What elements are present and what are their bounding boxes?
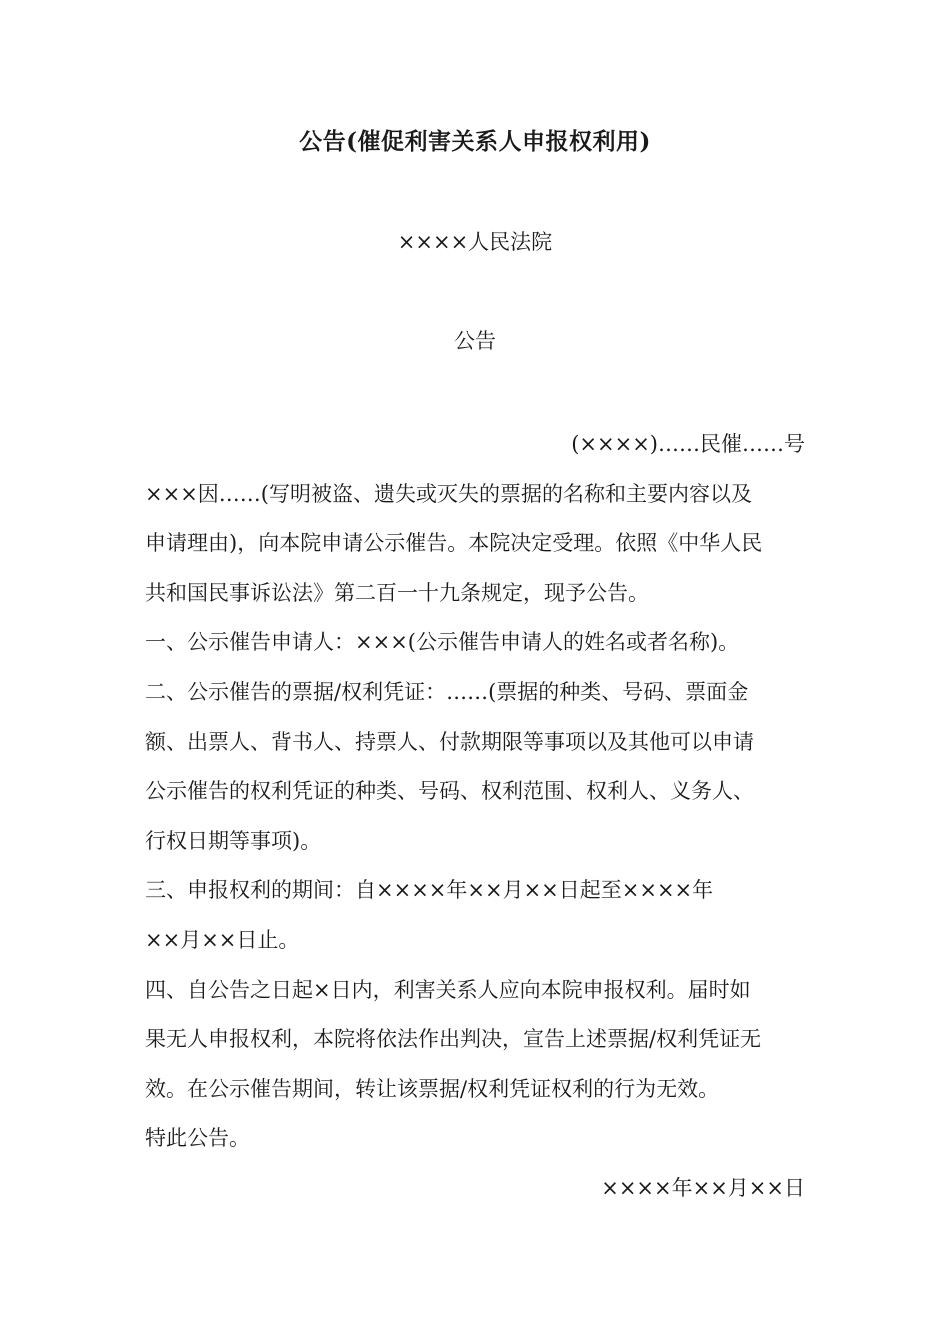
paragraph-item-1 xyxy=(145,618,805,668)
text-line: 效。在公示催告期间，转让该票据/权利凭证权利的行为无效。 xyxy=(145,1076,720,1101)
paragraph-intro xyxy=(145,470,805,619)
text-line: 申请理由)，向本院申请公示催告。本院决定受理。依照《中华人民 xyxy=(145,531,763,556)
text-line: 一、公示催告申请人：×××(公示催告申请人的姓名或者名称)。 xyxy=(145,630,740,655)
text-line: 额、出票人、背书人、持票人、付款期限等事项以及其他可以申请 xyxy=(145,729,754,754)
paragraph-item-2 xyxy=(145,668,805,866)
text-line: 共和国民事诉讼法》第二百一十九条规定，现予公告。 xyxy=(145,580,649,605)
document-body xyxy=(145,420,805,1214)
notice-heading: 公告 xyxy=(454,329,496,353)
paragraph-closing xyxy=(145,1114,805,1164)
paragraph-item-4 xyxy=(145,966,805,1115)
document-title: 公告(催促利害关系人申报权利用) xyxy=(299,128,651,155)
text-line: 四、自公告之日起×日内，利害关系人应向本院申报权利。届时如 xyxy=(145,977,751,1002)
text-line: 果无人申报权利，本院将依法作出判决，宣告上述票据/权利凭证无 xyxy=(145,1027,762,1052)
text-line: ×××因……(写明被盗、遗失或灭失的票据的名称和主要内容以及 xyxy=(145,481,752,506)
paragraph-item-3 xyxy=(145,866,805,965)
text-line: 三、申报权利的期间：自××××年××月××日起至××××年 xyxy=(145,878,714,903)
case-number: (××××)……民催……号 xyxy=(571,432,805,456)
text-line: ××月××日止。 xyxy=(145,927,300,952)
document-date: ××××年××月××日 xyxy=(601,1175,805,1200)
text-line: 二、公示催告的票据/权利凭证：……(票据的种类、号码、票面金 xyxy=(145,679,749,704)
court-name: ××××人民法院 xyxy=(397,230,553,254)
text-line: 特此公告。 xyxy=(145,1126,250,1151)
text-line: 公示催告的权利凭证的种类、号码、权利范围、权利人、义务人、 xyxy=(145,779,754,804)
text-line: 行权日期等事项)。 xyxy=(145,828,322,853)
